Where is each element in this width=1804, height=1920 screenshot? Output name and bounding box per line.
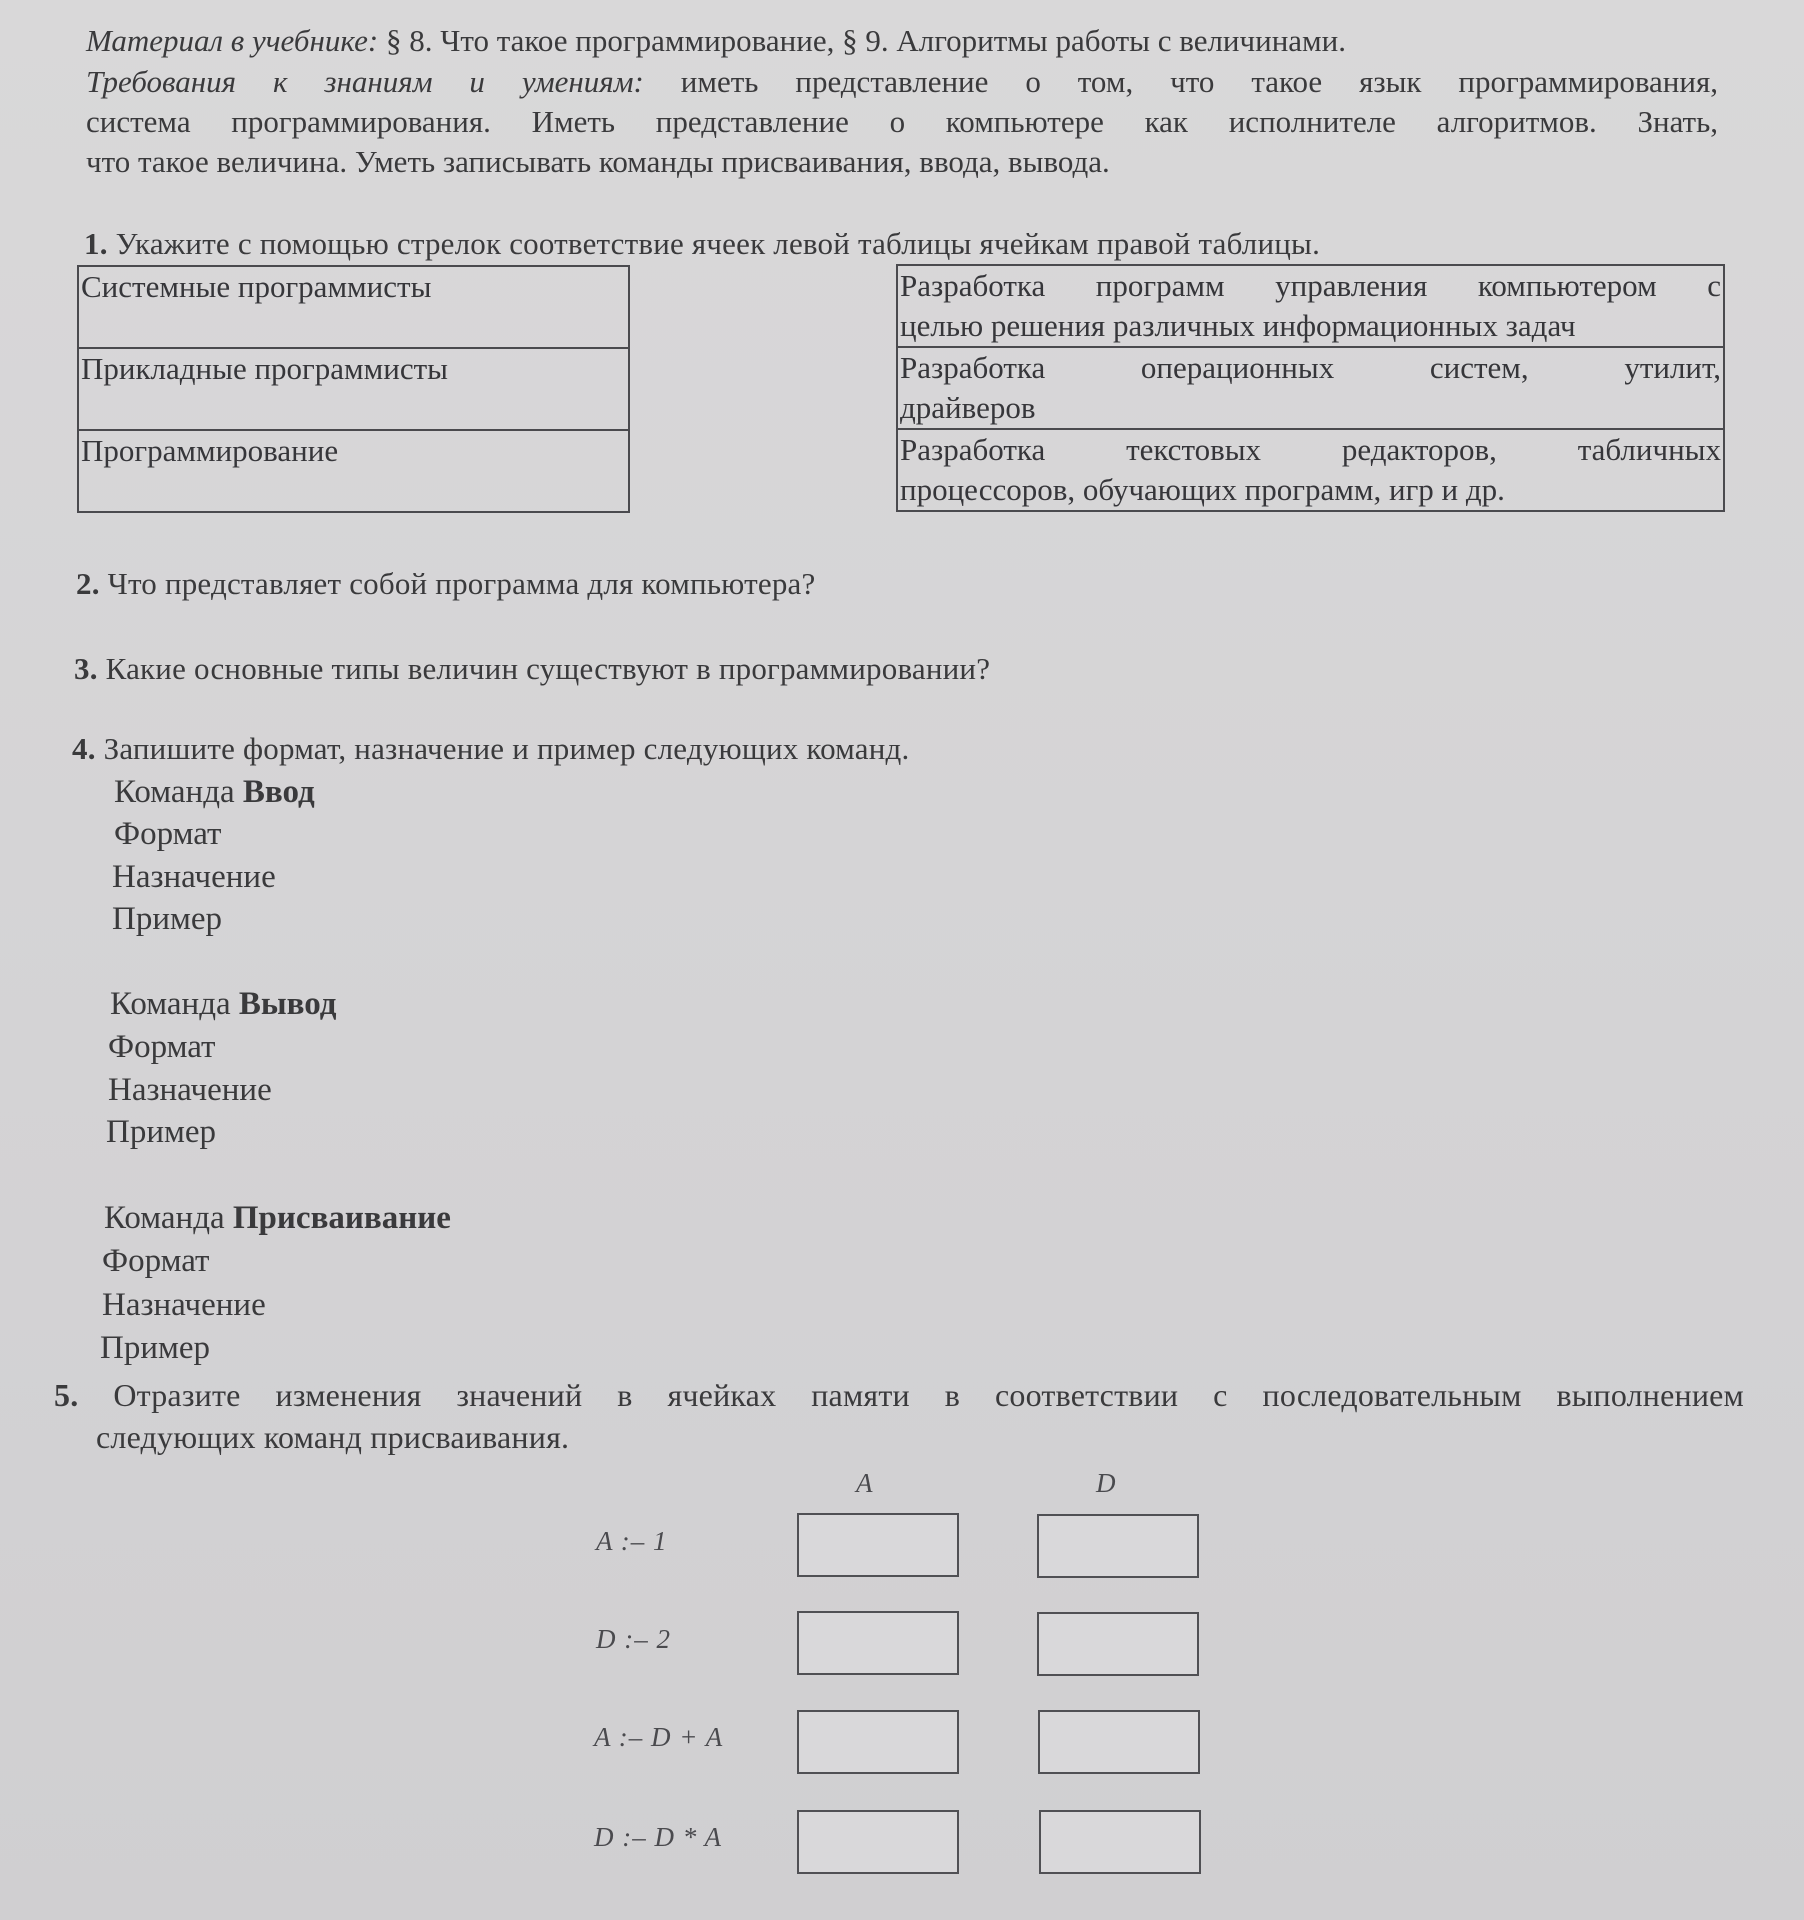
- right-cell-3-line-1: Разработка текстовых редакторов, табличных: [900, 432, 1721, 467]
- memory-cell-label-d: D: [1096, 1468, 1116, 1498]
- question-3: [74, 650, 990, 688]
- memory-cell-label-a: A: [856, 1468, 873, 1498]
- question-2-text: Что представляет собой программа для компьютера?: [99, 566, 816, 601]
- right-cell-1-line-1: Разработка программ управления компьютером с: [900, 268, 1721, 303]
- right-cell-1: [897, 265, 1724, 347]
- material-label: Материал в учебнике:: [86, 23, 379, 58]
- memory-cell-d-2[interactable]: [1037, 1612, 1199, 1676]
- command-output-title: [110, 984, 337, 1024]
- left-cell-3: Программирование: [78, 430, 629, 512]
- assignment-1: A :– 1: [596, 1526, 668, 1556]
- command-assign-format: Формат: [102, 1243, 210, 1279]
- right-cell-2-line-2: драйверов: [900, 390, 1036, 425]
- question-5-line-1: [54, 1376, 1744, 1414]
- command-input-purpose: Назначение: [112, 859, 276, 895]
- question-3-text: Какие основные типы величин существуют в программировании?: [97, 651, 991, 686]
- left-cell-1: Системные программисты: [78, 266, 629, 348]
- question-1-text: Укажите с помощью стрелок соответствие ячеек левой таблицы ячейкам правой таблицы.: [107, 226, 1321, 261]
- right-cell-2-line-1: Разработка операционных систем, утилит,: [900, 350, 1721, 385]
- command-output-example: Пример: [106, 1114, 217, 1150]
- command-assign-word: Команда: [104, 1200, 233, 1236]
- command-input-format: Формат: [114, 816, 222, 852]
- right-cell-3-line-2: процессоров, обучающих программ, игр и др.: [900, 472, 1505, 507]
- question-5-line-2: следующих команд присваивания.: [96, 1419, 570, 1455]
- question-1-number: 1.: [84, 226, 108, 261]
- command-assign-name: Присваивание: [232, 1200, 451, 1236]
- assignment-3: A :– D + A: [594, 1722, 724, 1752]
- command-output-purpose: Назначение: [108, 1072, 272, 1108]
- assignment-4: D :– D * A: [594, 1822, 722, 1852]
- memory-cell-a-4[interactable]: [797, 1810, 959, 1874]
- question-5-text-1: Отразите изменения значений в ячейках памяти в соответствии с последовательным выполнением: [78, 1377, 1744, 1413]
- question-1: [84, 225, 1320, 263]
- question-3-number: 3.: [74, 651, 98, 686]
- memory-cell-a-2[interactable]: [797, 1611, 959, 1675]
- right-cell-1-line-2: целью решения различных информационных задач: [900, 308, 1576, 343]
- command-output-word: Команда: [110, 986, 239, 1022]
- command-assign-title: [104, 1198, 451, 1238]
- command-assign-purpose: Назначение: [102, 1287, 266, 1323]
- memory-cell-d-1[interactable]: [1037, 1514, 1199, 1578]
- requirements-line-1: [86, 63, 1718, 101]
- right-match-table: [896, 264, 1725, 512]
- command-input-word: Команда: [114, 774, 243, 810]
- question-4: [72, 730, 909, 768]
- question-2: [76, 565, 815, 603]
- memory-cell-d-3[interactable]: [1038, 1710, 1200, 1774]
- command-assign-example: Пример: [100, 1330, 211, 1366]
- assignment-2: D :– 2: [596, 1624, 671, 1654]
- material-text: § 8. Что такое программирование, § 9. Алгоритмы работы с величинами.: [378, 23, 1346, 58]
- material-line: [86, 22, 1346, 60]
- right-cell-3: [897, 429, 1724, 511]
- command-output-format: Формат: [108, 1029, 216, 1065]
- question-4-number: 4.: [72, 731, 96, 766]
- requirements-line-3: что такое величина. Уметь записывать команды присваивания, ввода, вывода.: [86, 144, 1110, 179]
- requirements-label: Требования к знаниям и умениям:: [86, 64, 644, 99]
- requirements-line-2: система программирования. Иметь представление о компьютере как исполнителе алгоритмов. Знать,: [86, 104, 1718, 139]
- memory-cell-a-3[interactable]: [797, 1710, 959, 1774]
- question-2-number: 2.: [76, 566, 100, 601]
- memory-cell-d-4[interactable]: [1039, 1810, 1201, 1874]
- left-match-table: [77, 265, 630, 513]
- command-input-name: Ввод: [242, 774, 315, 810]
- right-cell-2: [897, 347, 1724, 429]
- command-output-name: Вывод: [238, 986, 337, 1022]
- question-5-number: 5.: [54, 1377, 79, 1413]
- question-4-text: Запишите формат, назначение и пример следующих команд.: [95, 731, 910, 766]
- requirements-text-1: иметь представление о том, что такое язык программирования,: [680, 64, 1718, 99]
- command-input-example: Пример: [112, 901, 223, 937]
- command-input-title: [114, 772, 315, 812]
- left-cell-2: Прикладные программисты: [78, 348, 629, 430]
- memory-cell-a-1[interactable]: [797, 1513, 959, 1577]
